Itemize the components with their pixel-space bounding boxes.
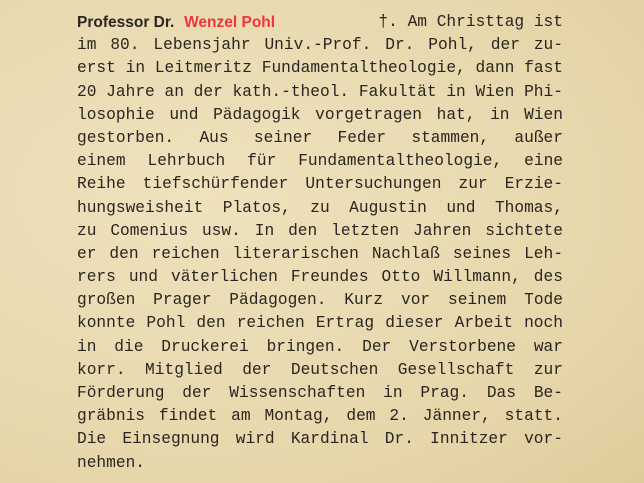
word: rers bbox=[77, 268, 116, 287]
word: Kardinal bbox=[290, 430, 369, 449]
word: Platos, bbox=[222, 198, 291, 217]
text-line bbox=[77, 127, 563, 150]
word: Feder bbox=[337, 128, 387, 147]
word: Lehrbuch bbox=[147, 152, 226, 171]
word: Phi- bbox=[524, 82, 563, 101]
text-line: nehmen. bbox=[77, 453, 145, 472]
word: Förderung bbox=[77, 384, 165, 402]
text-line bbox=[77, 104, 563, 127]
word: in bbox=[490, 105, 510, 124]
word: Pädagogen. bbox=[229, 291, 327, 310]
word: Dr. bbox=[385, 36, 415, 55]
word: Be- bbox=[533, 384, 563, 402]
word: In bbox=[254, 221, 275, 240]
word: der bbox=[242, 360, 272, 379]
word: am bbox=[231, 407, 251, 426]
word: und bbox=[128, 268, 158, 287]
word: Leh- bbox=[524, 244, 563, 263]
word: Nachlaß bbox=[371, 244, 440, 263]
word: Thomas, bbox=[494, 198, 563, 217]
word: Prager bbox=[153, 291, 212, 310]
word: Druckerei bbox=[161, 337, 249, 356]
word: Aus bbox=[199, 128, 229, 147]
word: seines bbox=[452, 244, 512, 263]
word: er bbox=[77, 244, 97, 263]
word: konnte bbox=[77, 314, 136, 333]
word: seinem bbox=[447, 291, 507, 310]
word: Pohl bbox=[146, 314, 186, 333]
word: Einsegnung bbox=[122, 430, 220, 449]
word: dieser bbox=[385, 314, 444, 333]
heading-continuation: †. Am Christtag ist bbox=[378, 13, 563, 31]
word: zu- bbox=[533, 36, 563, 55]
word: zu bbox=[77, 221, 97, 240]
word: Erzie- bbox=[504, 175, 563, 194]
word: war bbox=[533, 337, 563, 356]
word: Mitglied bbox=[145, 360, 223, 379]
word: den bbox=[288, 221, 318, 240]
word: losophie bbox=[77, 105, 155, 124]
word: Kurz bbox=[344, 291, 384, 310]
word: in bbox=[77, 337, 97, 356]
word: Arbeit bbox=[454, 314, 513, 333]
word: Wissenschaften bbox=[229, 384, 366, 402]
word: seiner bbox=[253, 128, 313, 147]
word: Jahre bbox=[106, 82, 155, 101]
word: Der bbox=[362, 337, 392, 356]
word: außer bbox=[514, 128, 563, 147]
text-line bbox=[77, 359, 563, 382]
word: literarischen bbox=[232, 244, 359, 263]
article-first-line bbox=[77, 11, 563, 34]
text-line bbox=[77, 312, 563, 335]
word: Prag. bbox=[420, 384, 469, 402]
word: und bbox=[169, 105, 199, 124]
word: Fundamentaltheologie, bbox=[298, 152, 503, 171]
word: Ertrag bbox=[315, 314, 375, 333]
word: findet bbox=[158, 407, 218, 426]
word: hat, bbox=[436, 105, 476, 124]
word: Reihe bbox=[77, 175, 126, 194]
word: Pädagogik bbox=[213, 105, 301, 124]
heading-title: Professor Dr. bbox=[77, 14, 175, 31]
word: Das bbox=[486, 384, 516, 402]
word: des bbox=[533, 268, 563, 287]
word: sichtete bbox=[485, 221, 563, 240]
word: Wien bbox=[524, 105, 563, 124]
word: in bbox=[125, 59, 146, 78]
text-line bbox=[77, 81, 563, 104]
word: väterlichen bbox=[170, 268, 278, 287]
word: Dr. bbox=[384, 430, 414, 449]
word: Fundamentaltheologie, bbox=[261, 59, 466, 78]
heading-name: Wenzel Pohl bbox=[184, 14, 276, 31]
word: in bbox=[383, 384, 403, 402]
word: an bbox=[164, 82, 184, 101]
word: Freundes bbox=[290, 268, 369, 287]
word: gräbnis bbox=[77, 407, 145, 426]
word: Lebensjahr bbox=[153, 36, 251, 55]
word: Fakultät bbox=[358, 82, 437, 101]
word: tiefschürfender bbox=[142, 175, 289, 194]
word: zur bbox=[533, 360, 563, 379]
word: letzten bbox=[331, 221, 400, 240]
text-line bbox=[77, 220, 563, 243]
word: dem bbox=[346, 407, 376, 426]
word: Die bbox=[77, 430, 107, 449]
word: vor- bbox=[524, 430, 563, 449]
text-line bbox=[77, 428, 563, 451]
word: vor bbox=[400, 291, 431, 310]
word: Leitmeritz bbox=[154, 59, 252, 78]
word: und bbox=[446, 198, 476, 217]
word: erst bbox=[77, 59, 116, 78]
word: wird bbox=[235, 430, 275, 449]
text-line bbox=[77, 57, 563, 80]
text-line bbox=[77, 336, 563, 359]
word: gestorben. bbox=[77, 128, 175, 147]
word: statt. bbox=[504, 407, 563, 426]
word: korr. bbox=[77, 360, 126, 379]
word: Augustin bbox=[349, 198, 427, 217]
word: dann bbox=[475, 59, 515, 78]
word: der bbox=[182, 384, 212, 402]
word: vorgetragen bbox=[315, 105, 422, 124]
word: zur bbox=[458, 175, 488, 194]
obituary-article bbox=[77, 11, 563, 475]
text-line bbox=[77, 405, 563, 428]
word: Innitzer bbox=[430, 430, 508, 449]
word: großen bbox=[77, 291, 136, 310]
word: einem bbox=[77, 152, 126, 171]
word: 80. bbox=[110, 36, 140, 55]
word: eine bbox=[524, 152, 563, 171]
word: Gesellschaft bbox=[397, 360, 515, 379]
word: die bbox=[114, 337, 144, 356]
word: reichen bbox=[236, 314, 305, 333]
word: in bbox=[446, 82, 466, 101]
word: zu bbox=[310, 198, 330, 217]
word: reichen bbox=[151, 244, 220, 263]
word: Univ.-Prof. bbox=[264, 36, 372, 55]
word: hungsweisheit bbox=[77, 198, 204, 217]
text-line bbox=[77, 266, 563, 289]
word: fast bbox=[524, 59, 563, 78]
word: Verstorbene bbox=[409, 337, 516, 356]
word: 20 bbox=[77, 82, 97, 101]
word: Comenius bbox=[110, 221, 189, 240]
word: Otto bbox=[381, 268, 421, 287]
word: Pohl, bbox=[428, 36, 477, 55]
word: kath.-theol. bbox=[232, 82, 350, 101]
word: Willmann, bbox=[433, 268, 521, 287]
text-line bbox=[77, 34, 563, 57]
text-line bbox=[77, 243, 563, 266]
word: der bbox=[490, 36, 520, 55]
word: den bbox=[109, 244, 139, 263]
text-line bbox=[77, 150, 563, 173]
text-line bbox=[77, 173, 563, 196]
word: der bbox=[193, 82, 223, 101]
word: 2. bbox=[389, 407, 409, 426]
article-body bbox=[77, 34, 563, 475]
word: Tode bbox=[524, 291, 563, 310]
word: noch bbox=[524, 314, 563, 333]
word: im bbox=[77, 36, 97, 55]
word: Wien bbox=[475, 82, 515, 101]
word: usw. bbox=[201, 221, 241, 240]
word: Jänner, bbox=[422, 407, 491, 426]
word: Montag, bbox=[264, 407, 333, 426]
word: für bbox=[247, 152, 277, 171]
word: Jahren bbox=[413, 221, 472, 240]
word: Untersuchungen bbox=[305, 175, 442, 194]
text-line bbox=[77, 382, 563, 405]
word: stammen, bbox=[411, 128, 490, 147]
text-line bbox=[77, 289, 563, 312]
word: Deutschen bbox=[290, 360, 379, 379]
word: den bbox=[196, 314, 226, 333]
word: bringen. bbox=[266, 337, 345, 356]
text-line bbox=[77, 197, 563, 220]
